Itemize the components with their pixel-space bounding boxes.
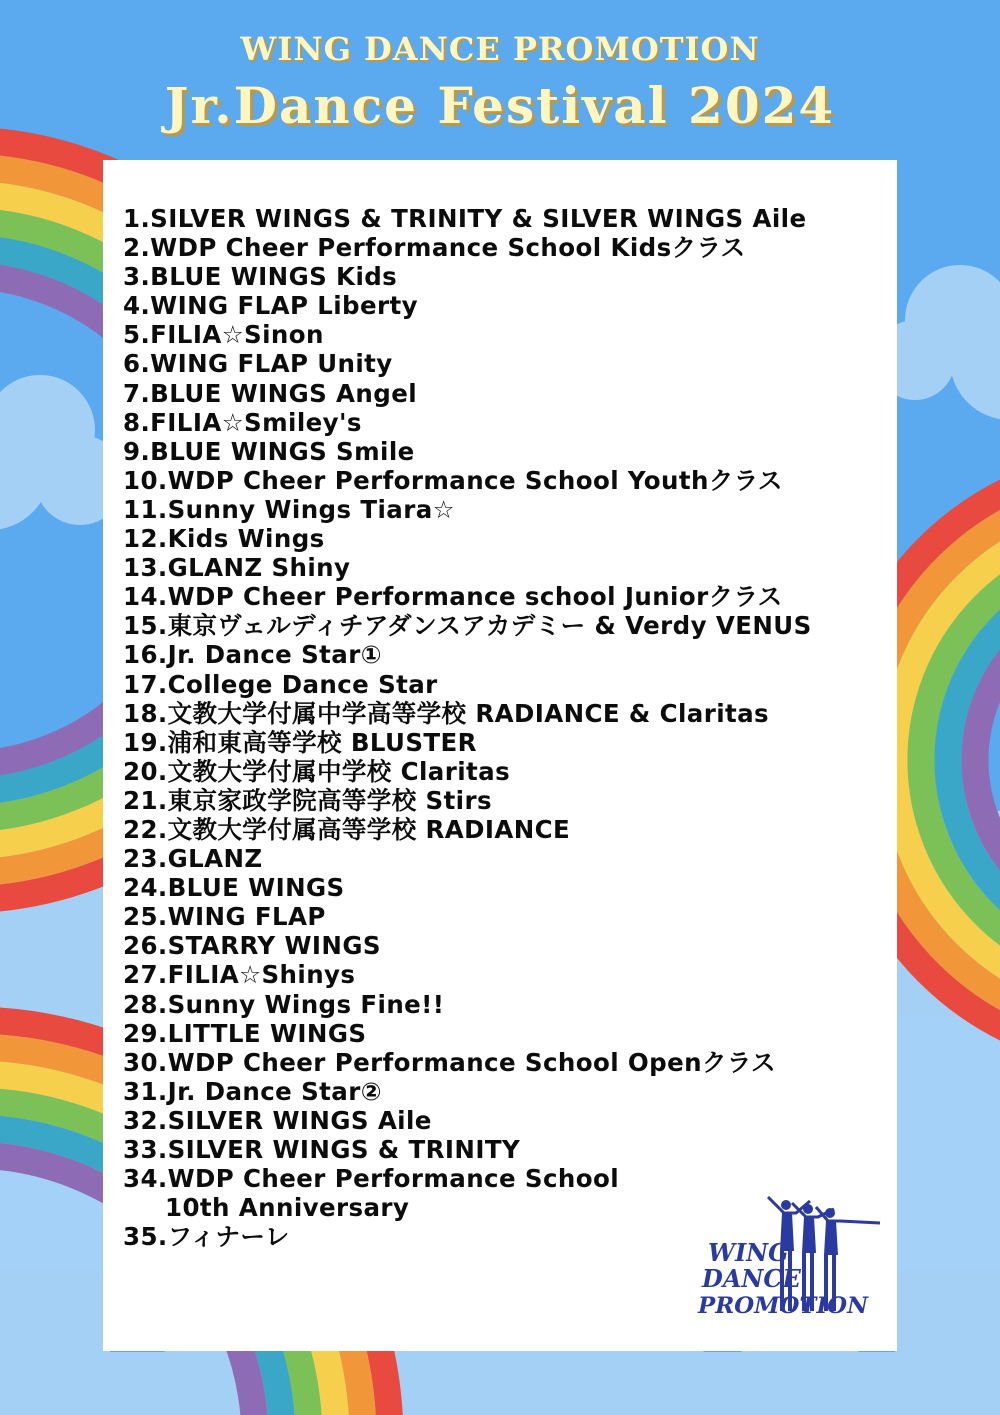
program-item-text: 18.文教大学付属中学高等学校 RADIANCE & Claritas: [123, 698, 770, 728]
program-item: [123, 699, 893, 728]
program-item-text: 8.FILIA☆Smiley's: [123, 407, 362, 437]
event-title: Jr.Dance Festival 2024: [164, 76, 836, 135]
program-item: [123, 960, 893, 989]
program-item-text: 31.Jr. Dance Star②: [123, 1076, 382, 1106]
program-item: [123, 611, 893, 640]
program-item: [123, 291, 893, 320]
program-item: [123, 931, 893, 960]
program-item-text: 20.文教大学付属中学校 Claritas: [123, 756, 511, 786]
program-item: [123, 1019, 893, 1048]
program-item: [123, 728, 893, 757]
program-item: [123, 233, 893, 262]
program-item-text: 17.College Dance Star: [123, 669, 438, 699]
program-item: [123, 786, 893, 815]
program-item-text: 1.SILVER WINGS & TRINITY & SILVER WINGS Aile: [123, 204, 807, 233]
program-item-text: 11.Sunny Wings Tiara☆: [123, 494, 456, 524]
program-item: [123, 553, 893, 582]
program-item: [123, 1135, 893, 1164]
program-item: [123, 495, 893, 524]
program-item-text: 13.GLANZ Shiny: [123, 553, 351, 583]
program-item: [123, 670, 893, 699]
logo-line-1: WING: [708, 1238, 789, 1267]
program-item-text: 3.BLUE WINGS Kids: [123, 262, 398, 292]
program-item: [123, 320, 893, 349]
program-item-text: 7.BLUE WINGS Angel: [123, 378, 418, 408]
program-item-text: 4.WING FLAP Liberty: [123, 291, 418, 321]
program-item: [123, 524, 893, 553]
program-item-text: 30.WDP Cheer Performance School Openクラス: [123, 1047, 776, 1077]
program-item-text: 28.Sunny Wings Fine!!: [123, 989, 445, 1019]
program-item: [123, 408, 893, 437]
program-item: [123, 844, 893, 873]
program-item-text: 35.フィナーレ: [123, 1222, 290, 1252]
program-item-text: 32.SILVER WINGS Aile: [123, 1105, 432, 1135]
program-item-text: 14.WDP Cheer Performance school Juniorクラス: [123, 582, 783, 612]
program-item: [123, 582, 893, 611]
program-item: [123, 437, 893, 466]
program-item-text: 29.LITTLE WINGS: [123, 1018, 367, 1048]
program-item-text: 19.浦和東高等学校 BLUSTER: [123, 727, 477, 757]
program-item: [123, 1048, 893, 1077]
program-list: [123, 204, 893, 1251]
program-item-text: 33.SILVER WINGS & TRINITY: [123, 1135, 521, 1164]
program-item-text: 34.WDP Cheer Performance School: [123, 1164, 619, 1194]
program-item-text: 26.STARRY WINGS: [123, 931, 381, 961]
program-item: [123, 640, 893, 669]
program-item: [123, 815, 893, 844]
program-item: [123, 379, 893, 408]
program-item-text: 22.文教大学付属高等学校 RADIANCE: [123, 814, 571, 844]
program-item-text: 9.BLUE WINGS Smile: [123, 436, 415, 466]
wdp-logo: [696, 1193, 886, 1323]
program-item-text: 5.FILIA☆Sinon: [123, 320, 324, 350]
program-item: [123, 1077, 893, 1106]
program-item-continuation: 10th Anniversary: [165, 1193, 410, 1223]
program-item: [123, 990, 893, 1019]
program-item-text: 24.BLUE WINGS: [123, 873, 345, 903]
program-item: [123, 204, 893, 233]
program-item: [123, 873, 893, 902]
program-item-text: 23.GLANZ: [123, 844, 263, 874]
program-item: [123, 466, 893, 495]
program-item: [123, 349, 893, 378]
program-item: [123, 757, 893, 786]
program-item-text: 12.Kids Wings: [123, 524, 325, 554]
program-item: [123, 902, 893, 931]
program-item-text: 21.東京家政学院高等学校 Stirs: [123, 785, 492, 815]
program-item: [123, 262, 893, 291]
logo-line-3: PROMOTION: [696, 1293, 869, 1319]
program-item: [123, 1106, 893, 1135]
program-item-text: 6.WING FLAP Unity: [123, 349, 393, 379]
program-item-text: 25.WING FLAP: [123, 902, 326, 932]
program-item-text: 27.FILIA☆Shinys: [123, 960, 356, 990]
program-item-text: 10.WDP Cheer Performance School Youthクラス: [123, 465, 783, 495]
program-item-text: 2.WDP Cheer Performance School Kidsクラス: [123, 233, 746, 263]
program-item-text: 16.Jr. Dance Star①: [123, 640, 382, 670]
organizer-heading: WING DANCE PROMOTION: [240, 30, 760, 68]
logo-line-2: DANCE: [702, 1264, 801, 1293]
program-item-text: 15.東京ヴェルディチアダンスアカデミー & Verdy VENUS: [123, 611, 812, 641]
